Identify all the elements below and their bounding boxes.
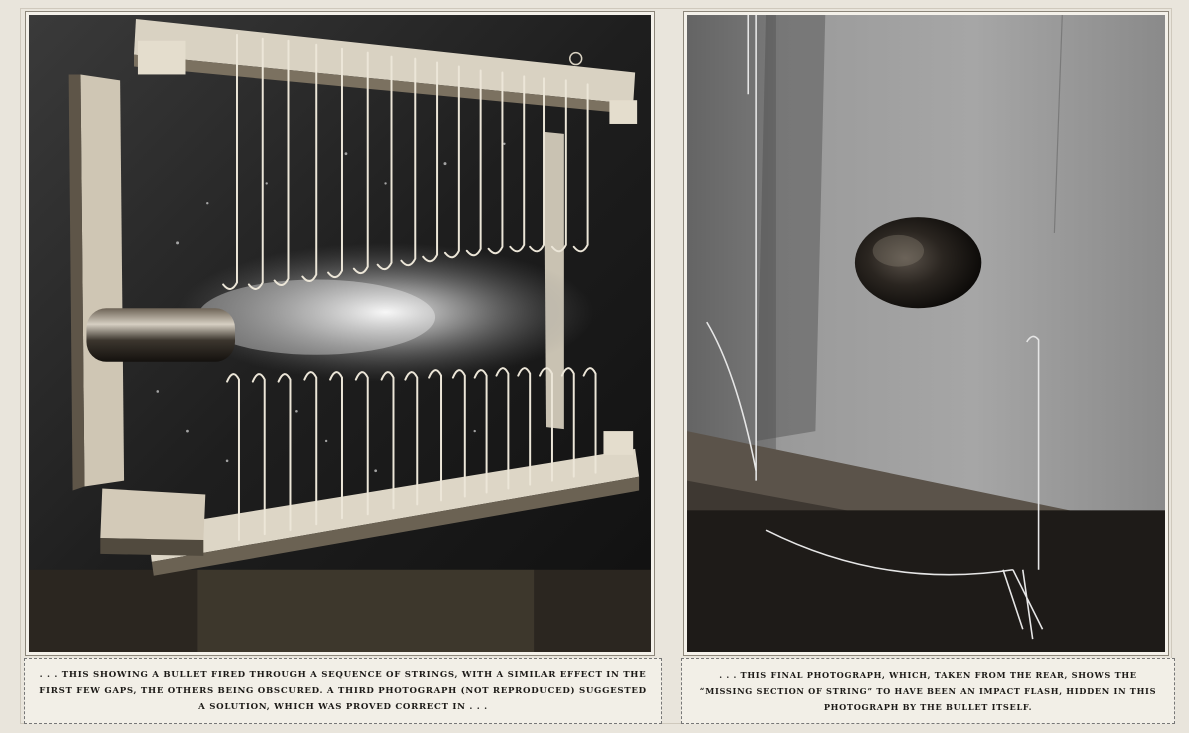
caption-right-text: . . . THIS FINAL PHOTOGRAPH, WHICH, TAKEN FROM THE REAR, SHOWS THE “MISSING SECTION OF STRING” TO HAVE BEEN AN IMPACT FLASH, HIDDEN IN THIS PHOTOGRAPH BY THE BULLET ITSELF. <box>699 670 1157 712</box>
photo-bullet-rear-view <box>684 12 1168 655</box>
caption-left <box>24 658 662 724</box>
caption-right <box>681 658 1175 724</box>
rear-view-photo-illustration <box>687 15 1165 652</box>
caption-left-text: . . . THIS SHOWING A BULLET FIRED THROUGH A SEQUENCE OF STRINGS, WITH A SIMILAR EFFECT IN THE FIRST FEW GAPS, THE OTHERS BEING OBSCURED. A THIRD PHOTOGRAPH (NOT REPRODUCED) SUGGESTED A SOLUTION, WHICH WAS PROVED CORRECT IN . . . <box>39 670 647 712</box>
photo-bullet-through-strings <box>26 12 654 655</box>
strings-photo-illustration <box>29 15 651 652</box>
